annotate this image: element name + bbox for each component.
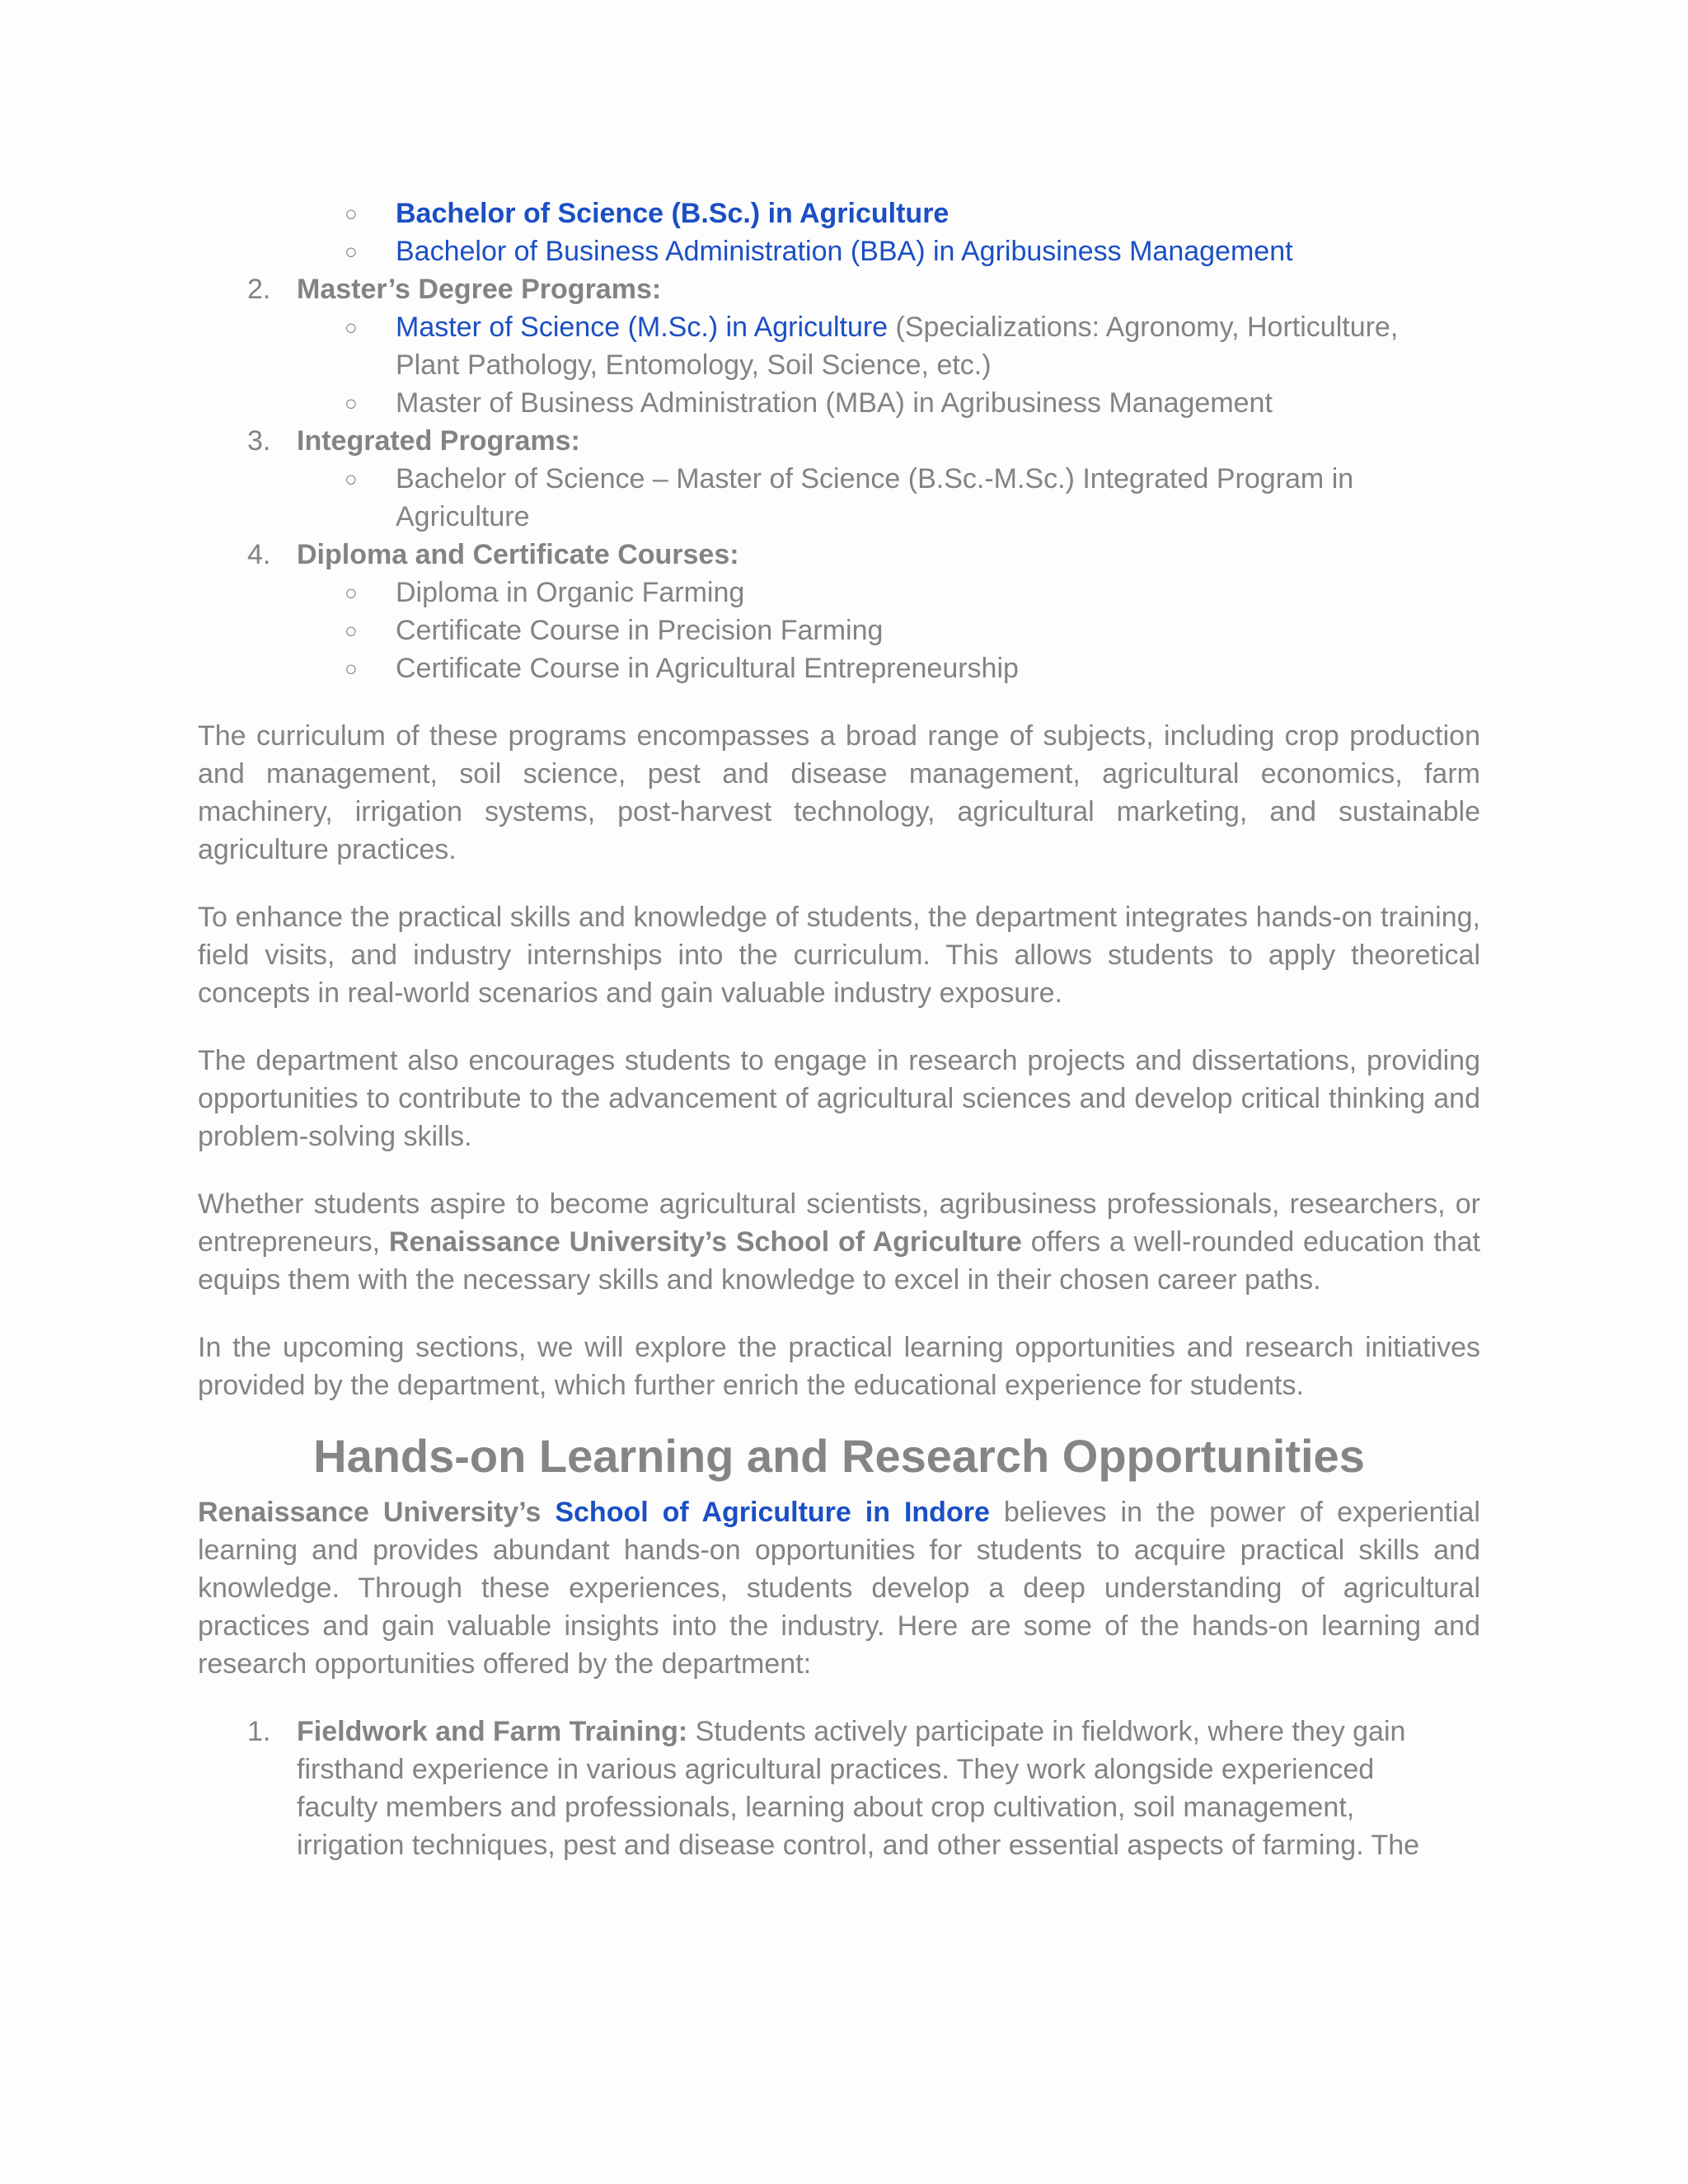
masters-programs-title: Master’s Degree Programs: <box>297 274 662 305</box>
list-item <box>198 612 1480 649</box>
spacer <box>198 869 1480 898</box>
list-item <box>198 232 1480 270</box>
diploma-courses-item <box>198 536 1480 574</box>
diploma-sublist <box>198 574 1480 687</box>
spacer <box>198 1483 1480 1493</box>
diploma-organic-text: Diploma in Organic Farming <box>396 577 745 608</box>
university-school-name: Renaissance University’s School of Agriculture <box>388 1226 1022 1258</box>
university-name: Renaissance University’s <box>198 1497 542 1528</box>
list-number: 4. <box>247 539 271 570</box>
research-paragraph: The department also encourages students to engage in research projects and dissertations, providing opportunities to contribute to the advancement of agricultural sciences and develop critical thinking and problem-solving skills. <box>198 1045 1480 1152</box>
intro-space <box>541 1497 555 1528</box>
list-item <box>198 384 1480 422</box>
masters-sublist <box>198 308 1480 422</box>
msc-agriculture-link[interactable]: Master of Science (M.Sc.) in Agriculture <box>396 312 889 343</box>
list-item <box>198 194 1480 232</box>
bullet-icon: ○ <box>345 391 358 415</box>
list-number: 1. <box>247 1716 271 1747</box>
msc-specializations-text: (Specializations: Agronomy, Horticulture, Plant Pathology, Entomology, Soil Science, etc.) <box>396 312 1399 381</box>
masters-sublist-wrap <box>198 308 1480 422</box>
bullet-icon: ○ <box>345 656 358 681</box>
upcoming-sections-paragraph: In the upcoming sections, we will explore the practical learning opportunities and research initiatives provided by the department, which further enrich the educational experience for students. <box>198 1332 1480 1401</box>
masters-programs-item <box>198 270 1480 308</box>
career-paragraph <box>198 1185 1480 1299</box>
school-of-agriculture-link[interactable]: School of Agriculture in Indore <box>555 1497 990 1528</box>
spacer <box>198 1404 1480 1429</box>
practical-skills-paragraph: To enhance the practical skills and knowledge of students, the department integrates hands-on training, field visits, and industry internships into the curriculum. This allows students to apply theoretical concepts in real-world scenarios and gain valuable industry exposure. <box>198 902 1480 1009</box>
career-text-before: Whether students aspire to become agricultural scientists, agribusiness professionals, researchers, or entrepreneurs, <box>198 1188 1480 1258</box>
intro-rest-text: believes in the power of experiential learning and provides abundant hands-on opportunities for students to acquire practical skills and knowledge. Through these experiences, students develop a deep understanding of agricultural practices and gain valuable insights into the industry. Here are some of the hands-on learning and research opportunities offered by the department: <box>198 1497 1480 1680</box>
bullet-icon: ○ <box>345 315 358 340</box>
integrated-program-text: Bachelor of Science – Master of Science (B.Sc.-M.Sc.) Integrated Program in Agriculture <box>396 463 1354 532</box>
list-item <box>198 649 1480 687</box>
opportunities-list <box>198 1713 1480 1864</box>
section-heading: Hands-on Learning and Research Opportunities <box>313 1430 1365 1482</box>
bsc-agriculture-link[interactable]: Bachelor of Science (B.Sc.) in Agriculture <box>396 198 950 229</box>
fieldwork-text: Students actively participate in fieldwork, where they gain firsthand experience in various agricultural practices. They work alongside experienced faculty members and professionals, learning about crop cultivation, soil management, irrigation techniques, pest and disease control, and other essential aspects of farming. The <box>297 1716 1420 1861</box>
list-number: 3. <box>247 425 271 457</box>
integrated-sublist <box>198 460 1480 536</box>
list-item <box>198 460 1480 536</box>
bachelor-sublist <box>198 194 1480 270</box>
bba-agribusiness-link[interactable]: Bachelor of Business Administration (BBA) in Agribusiness Management <box>396 236 1293 267</box>
curriculum-paragraph: The curriculum of these programs encompasses a broad range of subjects, including crop production and management, soil science, pest and disease management, agricultural economics, farm machinery, irrigation systems, post-harvest technology, agricultural marketing, and sustainable agriculture practices. <box>198 720 1480 865</box>
diploma-courses-title: Diploma and Certificate Courses: <box>297 539 739 570</box>
bullet-icon: ○ <box>345 239 358 264</box>
bullet-icon: ○ <box>345 466 358 491</box>
fieldwork-title: Fieldwork and Farm Training: <box>297 1716 688 1747</box>
spacer <box>198 687 1480 717</box>
integrated-programs-title: Integrated Programs: <box>297 425 580 457</box>
integrated-programs-item <box>198 422 1480 460</box>
career-text-after: offers a well-rounded education that equips them with the necessary skills and knowledge to excel in their chosen career paths. <box>198 1226 1480 1296</box>
section-intro-paragraph <box>198 1493 1480 1683</box>
spacer <box>198 1012 1480 1042</box>
list-item <box>198 308 1480 384</box>
spacer <box>198 1683 1480 1713</box>
certificate-entrepreneurship-text: Certificate Course in Agricultural Entrepreneurship <box>396 653 1019 684</box>
bullet-icon: ○ <box>345 618 358 643</box>
integrated-sublist-wrap <box>198 460 1480 536</box>
spacer <box>198 1155 1480 1185</box>
mba-agribusiness-text: Master of Business Administration (MBA) in Agribusiness Management <box>396 387 1273 419</box>
programs-continued <box>198 194 1480 270</box>
list-number: 2. <box>247 274 271 305</box>
bullet-icon: ○ <box>345 201 358 226</box>
bullet-icon: ○ <box>345 580 358 605</box>
programs-list <box>198 194 1480 687</box>
list-item <box>198 574 1480 612</box>
list-item <box>198 1713 1480 1864</box>
diploma-sublist-wrap <box>198 574 1480 687</box>
certificate-precision-text: Certificate Course in Precision Farming <box>396 615 884 646</box>
spacer <box>198 1299 1480 1329</box>
document-page <box>198 194 1480 1864</box>
